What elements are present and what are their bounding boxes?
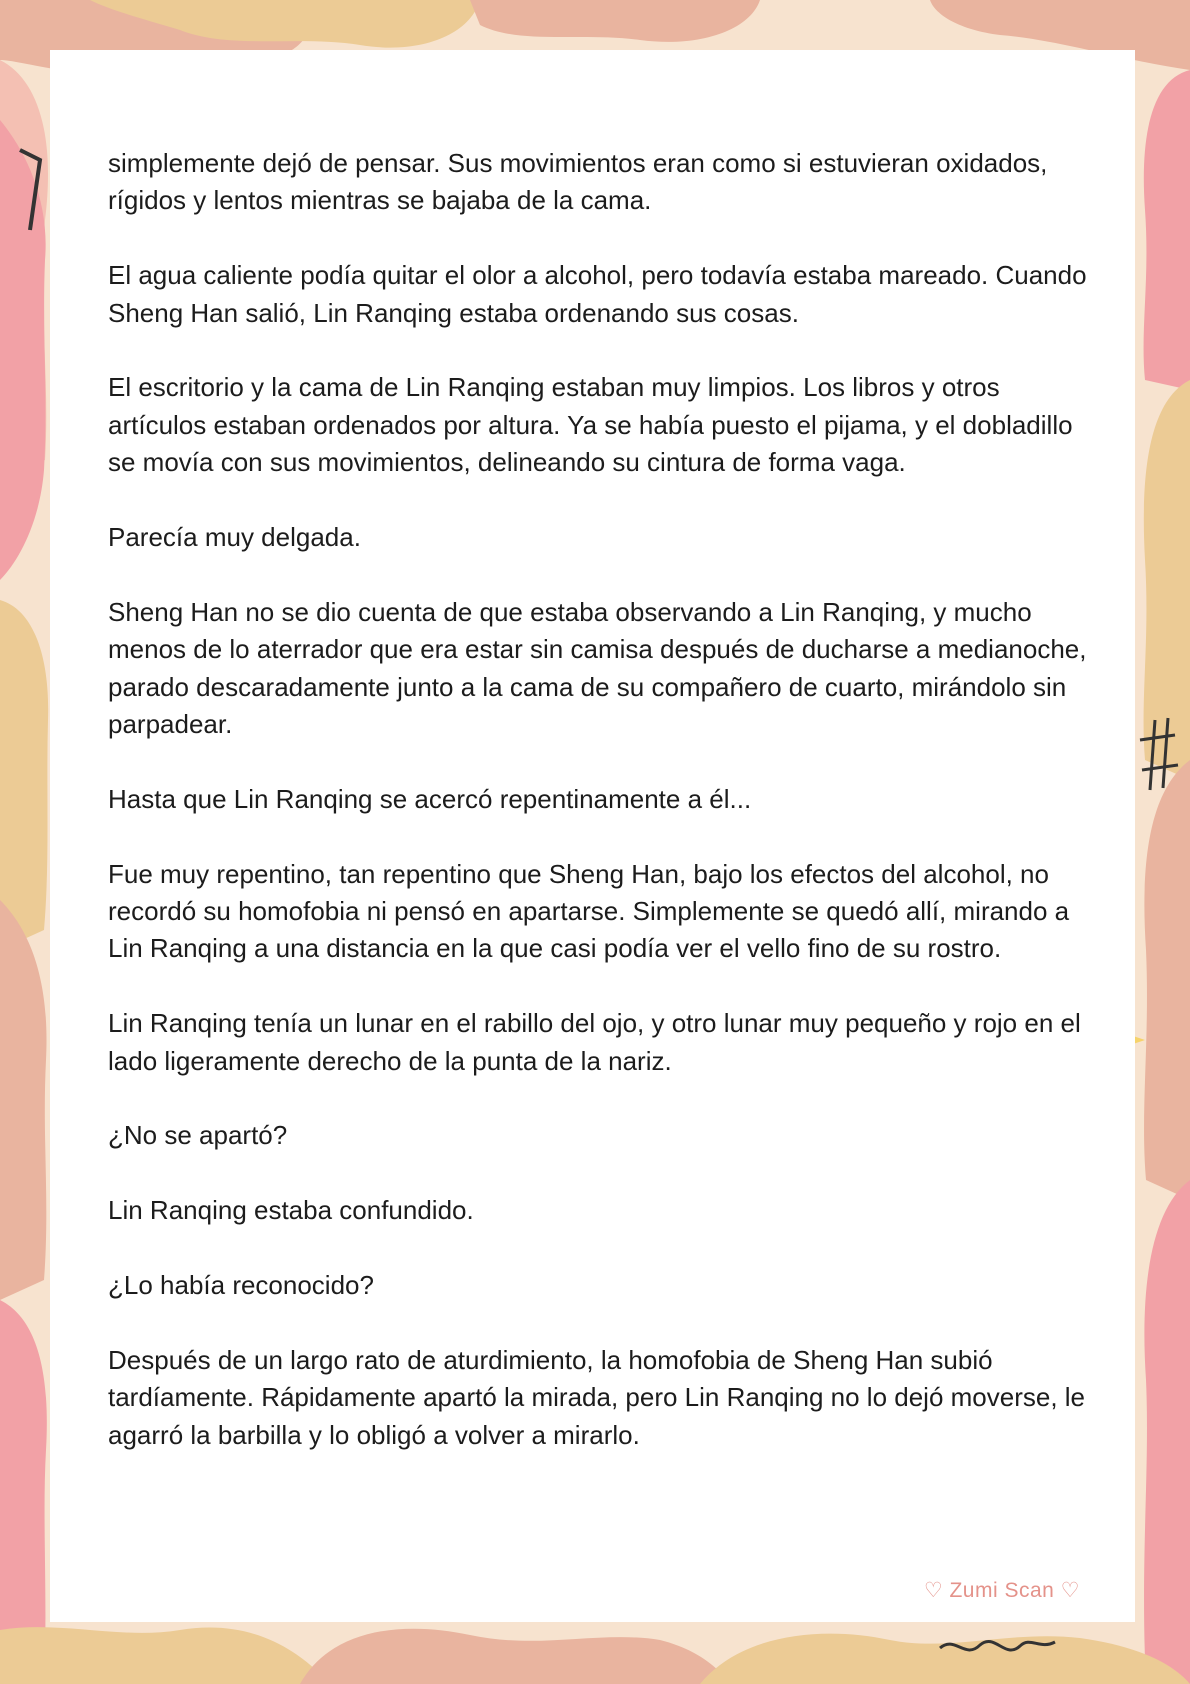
paragraph: Hasta que Lin Ranqing se acercó repentinamente a él... — [108, 783, 752, 814]
paragraph: Después de un largo rato de aturdimiento, la homofobia de Sheng Han subió tardíamente. Rápidamente apartó la mirada, pero Lin Ranqing no lo dejó moverse, le agarró la barbilla y lo obligó a volver a mirarlo. — [108, 1344, 1086, 1450]
paragraph: Sheng Han no se dio cuenta de que estaba observando a Lin Ranqing, y mucho menos de lo aterrador que era estar sin camisa después de ducharse a medianoche, parado descaradamente junto a la cama de su compañero de cuarto, mirándolo sin parpadear. — [108, 596, 1087, 740]
paragraph: simplemente dejó de pensar. Sus movimientos eran como si estuvieran oxidados, rígidos y lentos mientras se bajaba de la cama. — [108, 148, 1048, 216]
paragraph: Fue muy repentino, tan repentino que Sheng Han, bajo los efectos del alcohol, no recordó su homofobia ni pensó en apartarse. Simplemente se quedó allí, mirando a Lin Ranqing a una distancia en la que casi podía ver el vello fino de su rostro. — [108, 858, 1070, 964]
paragraph: ¿Lo había reconocido? — [108, 1270, 374, 1301]
paragraph: El escritorio y la cama de Lin Ranqing estaban muy limpios. Los libros y otros artículos estaban ordenados por altura. Ya se había puesto el pijama, y el dobladillo se movía con sus movimientos, delineando su cintura de forma vaga. — [108, 372, 1073, 478]
scan-credit: ♡ Zumi Scan ♡ — [923, 1579, 1080, 1602]
paragraph: Lin Ranqing tenía un lunar en el rabillo del ojo, y otro lunar muy pequeño y rojo en el lado ligeramente derecho de la punta de la nariz. — [108, 1008, 1081, 1076]
chapter-text — [108, 145, 1093, 1491]
paragraph: ¿No se apartó? — [108, 1120, 288, 1151]
paragraph: El agua caliente podía quitar el olor a alcohol, pero todavía estaba mareado. Cuando Sheng Han salió, Lin Ranqing estaba ordenando sus cosas. — [108, 260, 1087, 328]
paragraph: Lin Ranqing estaba confundido. — [108, 1195, 474, 1226]
paragraph: Parecía muy delgada. — [108, 522, 361, 553]
